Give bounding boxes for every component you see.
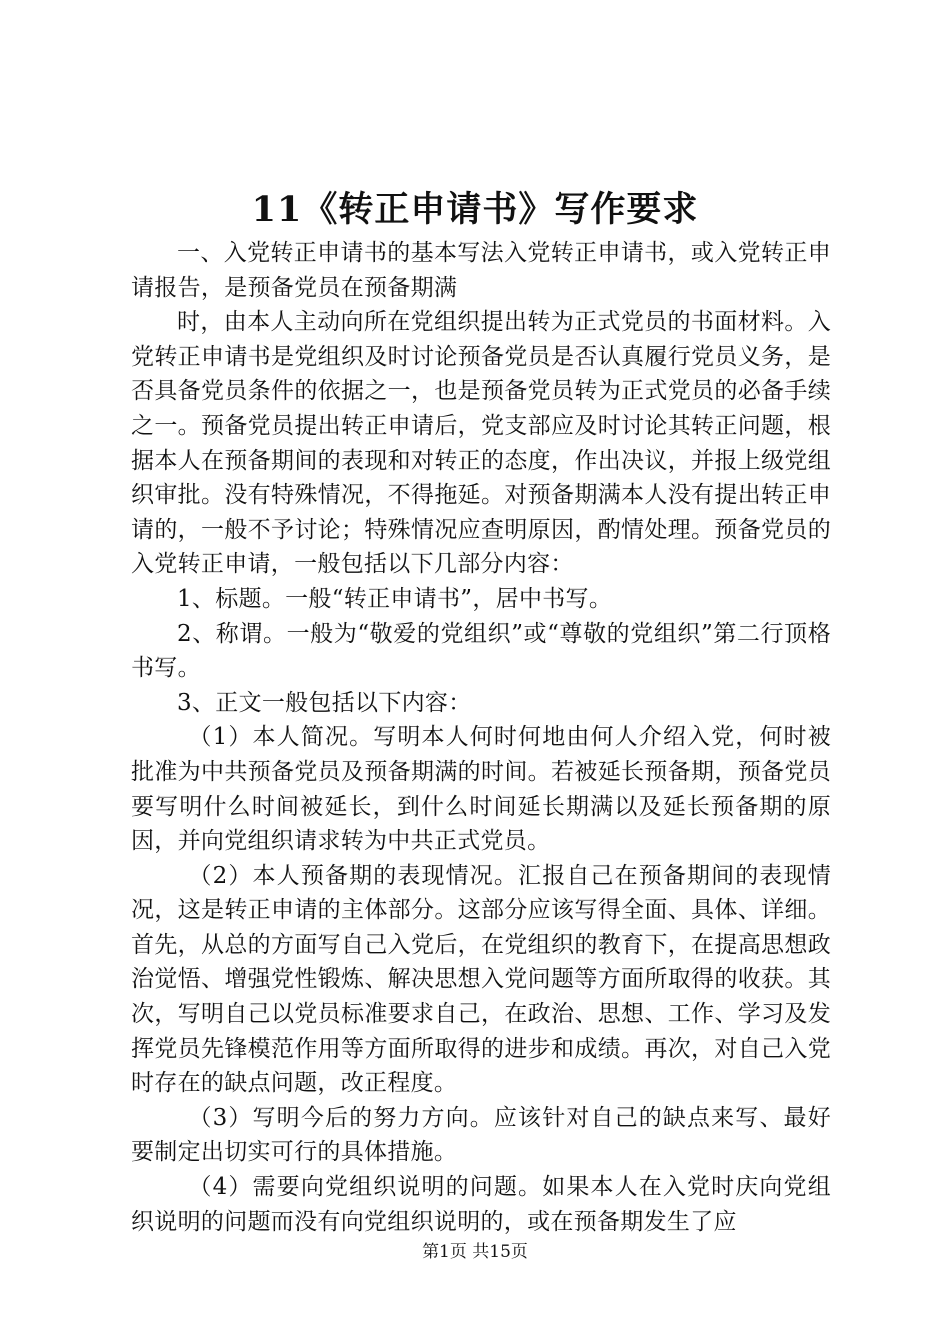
paragraph-item-title: 1、标题。一般“转正申请书”，居中书写。 — [177, 585, 613, 612]
paragraph-item-body: 3、正文一般包括以下内容： — [177, 689, 472, 716]
paragraph-subitem-3: （3）写明今后的努力方向。应该针对自己的缺点来写、最好要制定出切实可行的具体措施。 — [131, 1104, 831, 1166]
paragraph-subitem-4: （4）需要向党组织说明的问题。如果本人在入党时庆向党组织说明的问题而没有向党组织说明的，或在预备期发生了应 — [131, 1174, 831, 1235]
paragraph-subitem-2: （2）本人预备期的表现情况。汇报自己在预备期间的表现情况，这是转正申请的主体部分。这部分应该写得全面、具体、详细。首先，从总的方面写自己入党后，在党组织的教育下，在提高思想政治觉悟、增强党性锻炼、解决思想入党问题等方面所取得的收获。其次，写明自己以党员标准要求自己，在政治、思想、工作、学习及发挥党员先锋模范作用等方面所取得的进步和成绩。再次，对自己入党时存在的缺点问题，改正程度。 — [131, 862, 831, 1097]
document-body — [131, 236, 831, 1239]
paragraph-definition: 时，由本人主动向所在党组织提出转为正式党员的书面材料。入党转正申请书是党组织及时讨论预备党员是否认真履行党员义务，是否具备党员条件的依据之一，也是预备党员转为正式党员的必备手续之一。预备党员提出转正申请后，党支部应及时讨论其转正问题，根据本人在预备期间的表现和对转正的态度，作出决议，并报上级党组织审批。没有特殊情况，不得拖延。对预备期满本人没有提出转正申请的，一般不予讨论；特殊情况应查明原因，酌情处理。预备党员的入党转正申请，一般包括以下几部分内容： — [131, 309, 831, 578]
document-title: 11《转正申请书》写作要求 — [251, 189, 699, 230]
paragraph-item-salutation: 2、称谓。一般为“敬爱的党组织”或“尊敬的党组织”第二行顶格书写。 — [131, 620, 831, 682]
paragraph-intro: 一、入党转正申请书的基本写法入党转正申请书，或入党转正申请报告，是预备党员在预备期满 — [131, 240, 831, 301]
paragraph-subitem-1: （1）本人简况。写明本人何时何地由何人介绍入党，何时被批准为中共预备党员及预备期满的时间。若被延长预备期，预备党员要写明什么时间被延长，到什么时间延长期满以及延长预备期的原因，并向党组织请求转为中共正式党员。 — [131, 724, 831, 855]
page-number-footer: 第1页 共15页 — [422, 1242, 528, 1262]
